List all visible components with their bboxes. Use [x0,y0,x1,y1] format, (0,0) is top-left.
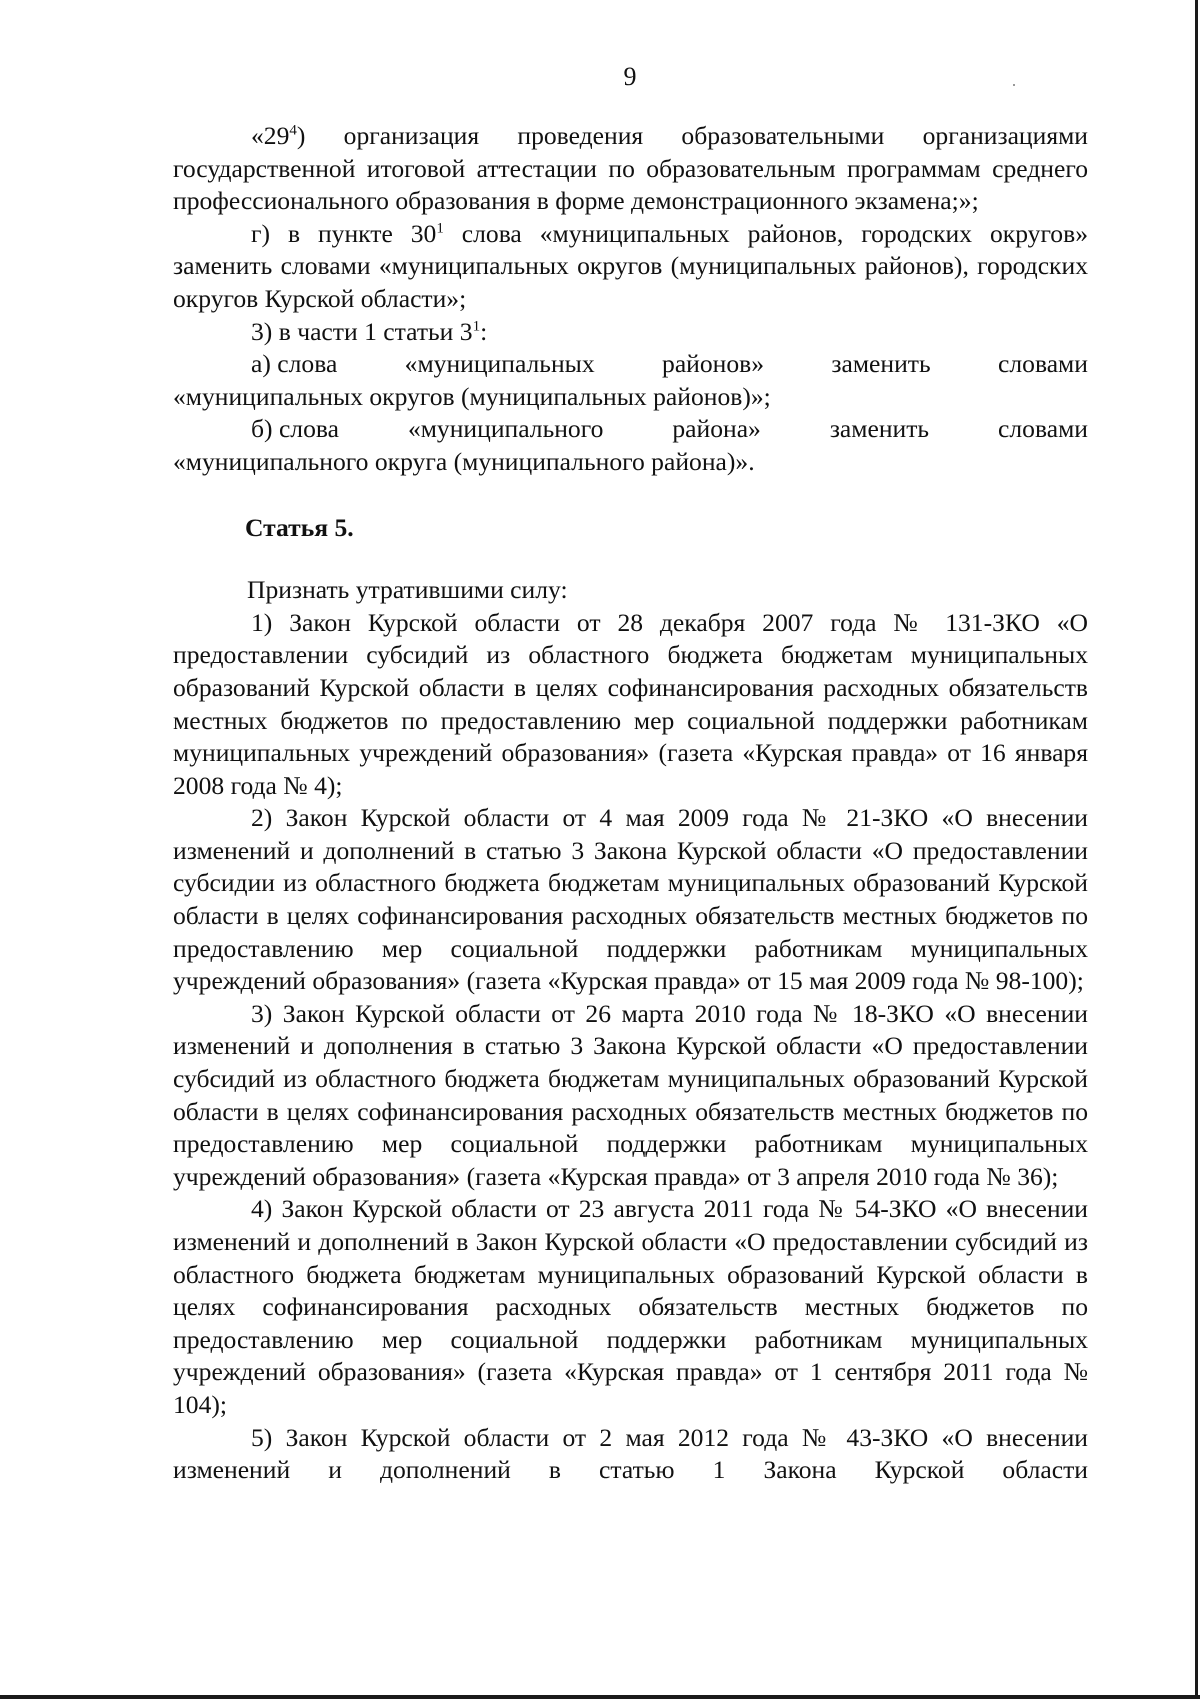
repealed-law-item-2: 2) Закон Курской области от 4 мая 2009 года № 21-ЗКО «О внесении изменений и дополнений в статью 3 Закона Курской области «О предоставлении субсидии из областного бюджета бюджетам муниципальных образований Курской области в целях софинансирования расходных обязательств местных бюджетов по предоставлению мер социальной поддержки работникам муниципальных учреждений образования» (газета «Курская правда» от 15 мая 2009 года № 98-100); [173,803,1088,996]
text-fragment: слова «муниципальных районов, городских округов» заменить словами «муниципальных округов (муниципальных районов), городских округов Курской области»; [173,218,1088,313]
scan-border-right [1195,0,1198,1699]
text-fragment: 3) в части 1 статьи 3 [251,316,473,346]
text-fragment: ) организация проведения образовательными организациями государственной итоговой аттестации по образовательным программам среднего профессионального образования в форме демонстрационного экзамена;»; [173,121,1088,216]
repealed-law-item-3: 3) Закон Курской области от 26 марта 2010 года № 18-ЗКО «О внесении изменений и дополнения в статью 3 Закона Курской области «О предоставлении субсидий из областного бюджета бюджетам муниципальных образований Курской области в целях софинансирования расходных обязательств местных бюджетов по предоставлению мер социальной поддержки работникам муниципальных учреждений образования» (газета «Курская правда» от 3 апреля 2010 года № 36); [173,998,1088,1191]
paragraph-b [173,413,1088,478]
paragraph-29-4 [173,120,1088,218]
text-fragment: «29 [251,121,290,150]
line-continuation: «муниципального округа (муниципального района)». [173,446,755,476]
word: района» [672,414,761,444]
text-fragment: : [480,316,488,346]
word: словами [998,414,1088,444]
repealed-law-item-5: 5) Закон Курской области от 2 мая 2012 года № 43-ЗКО «О внесении изменений и дополнений в статью 1 Закона Курской области [173,1422,1088,1485]
repealed-law-item-4: 4) Закон Курской области от 23 августа 2011 года № 54-ЗКО «О внесении изменений и дополнений в Закон Курской области «О предоставлении субсидий из областного бюджета бюджетам муниципальных образований Курской области в целях софинансирования расходных обязательств местных бюджетов по предоставлению мер социальной поддержки работникам муниципальных учреждений образования» (газета «Курская правда» от 1 сентября 2011 года № 104); [173,1194,1088,1419]
word: заменить [831,349,931,379]
word: заменить [829,414,930,444]
word: «муниципального [407,414,604,444]
justified-line [173,348,1088,381]
recognize-invalid-lead: Признать утратившими силу: [247,575,568,605]
word: «муниципальных [404,349,595,379]
paragraph-part-3 [173,316,1088,349]
superscript: 4 [289,122,297,139]
article-heading: Статья 5. [245,512,354,542]
repealed-law-item-1: 1) Закон Курской области от 28 декабря 2007 года № 131-ЗКО «О предоставлении субсидий из областного бюджета бюджетам муниципальных образований Курской области в целях софинансирования расходных обязательств местных бюджетов по предоставлению мер социальной поддержки работникам муниципальных учреждений образования» (газета «Курская правда» от 16 января 2008 года № 4); [173,607,1088,800]
line-continuation: «муниципальных округов (муниципальных районов)»; [173,381,771,411]
document-body [173,120,1088,1487]
superscript: 1 [436,220,444,237]
word: районов» [662,349,765,379]
superscript: 1 [472,318,481,335]
text-fragment: г) в пункте 30 [251,218,437,248]
word: словами [998,349,1088,379]
scan-border-bottom [0,1695,1200,1699]
word: б) слова [251,414,339,444]
page-number: 9 [623,62,637,91]
word: а) слова [251,349,338,379]
justified-line [173,413,1088,446]
paragraph-g [173,218,1088,316]
paragraph-a [173,348,1088,413]
